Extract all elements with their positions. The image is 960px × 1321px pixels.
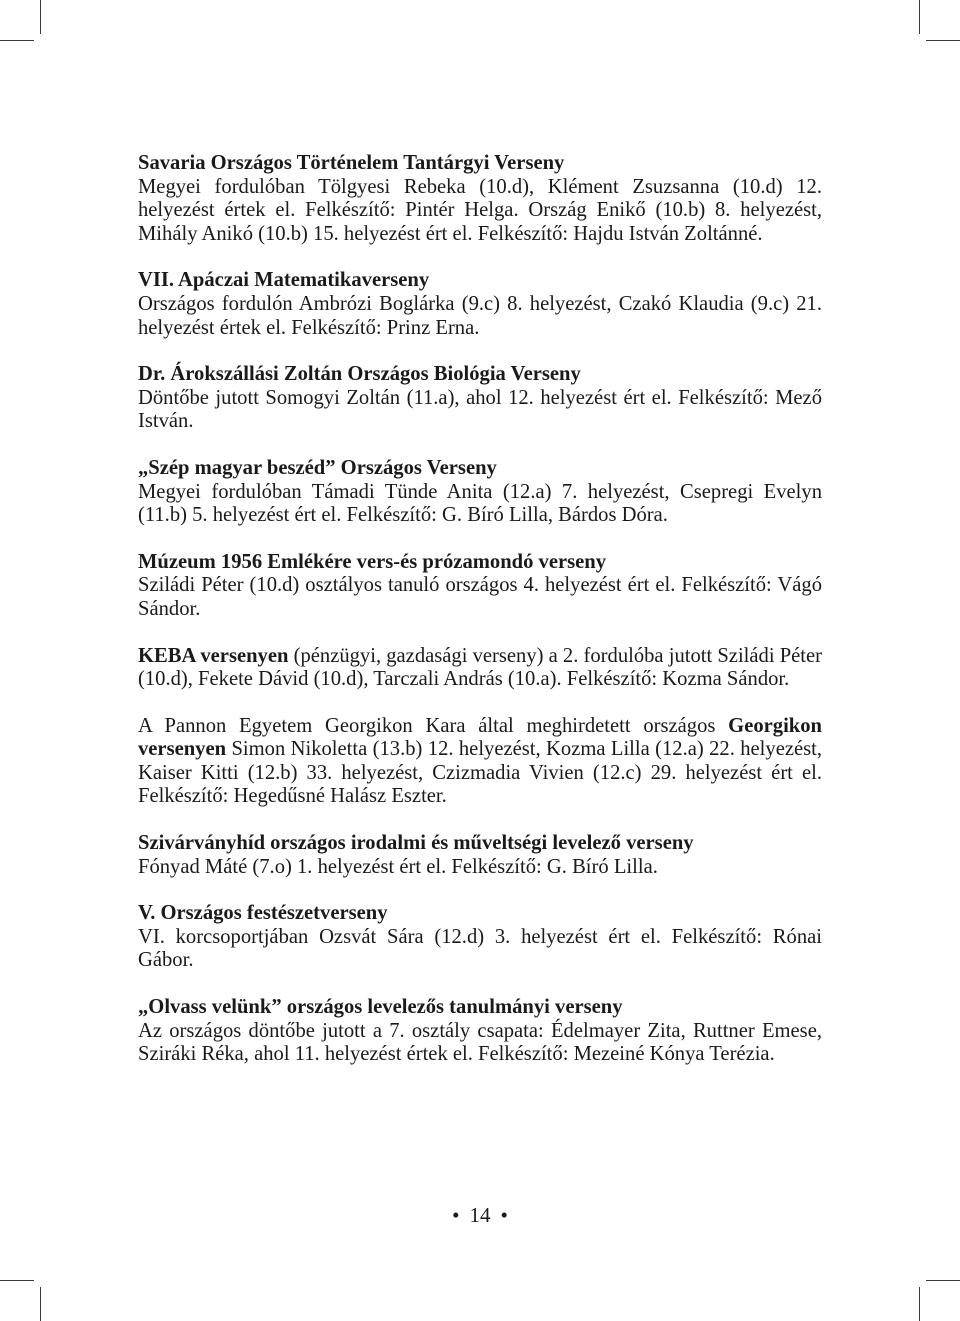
page-footer: [0, 1203, 960, 1227]
section-body: Megyei fordulóban Tölgyesi Rebeka (10.d), Klément Zsuzsanna (10.d) 12. helyezést értek el. Felkészítő: Pintér Helga. Ország Enikő (10.b) 8. helyezést, Mihály Anikó (10.b) 15. helyezést ért el. Felkészítő: Hajdu István Zoltánné.: [138, 175, 822, 245]
crop-mark-top-left: [40, 0, 41, 34]
section-heading: „Olvass velünk” országos levelezős tanulmányi verseny: [138, 996, 623, 1019]
crop-mark-bottom-right: [919, 1287, 920, 1321]
crop-mark-bottom-left-horizontal: [0, 1280, 34, 1281]
section-body: VI. korcsoportjában Ozsvát Sára (12.d) 3. helyezést ért el. Felkészítő: Rónai Gábor.: [138, 925, 822, 972]
section-body: Az országos döntőbe jutott a 7. osztály csapata: Édelmayer Zita, Ruttner Emese, Sziráki Réka, ahol 11. helyezést értek el. Felkészítő: Mezeiné Kónya Terézia.: [138, 1019, 822, 1066]
section-heading: Múzeum 1956 Emlékére vers-és prózamondó verseny: [138, 550, 607, 573]
georgikon-text-before: A Pannon Egyetem Georgikon Kara által meghirdetett országos: [138, 714, 729, 737]
section-heading: VII. Apáczai Matematikaverseny: [138, 269, 430, 292]
section-szivarvanyhid: [138, 832, 822, 879]
section-heading: Dr. Árokszállási Zoltán Országos Biológia Verseny: [138, 363, 581, 386]
section-olvass-velunk: [138, 996, 822, 1067]
section-apaczai: [138, 269, 822, 340]
section-biologia: [138, 363, 822, 434]
page-number: 14: [469, 1203, 491, 1227]
section-heading: Szivárványhíd országos irodalmi és műveltségi levelező verseny: [138, 832, 694, 855]
bullet-left: •: [452, 1203, 460, 1227]
section-szep-magyar-beszed: [138, 457, 822, 528]
crop-mark-bottom-right-horizontal: [926, 1280, 960, 1281]
section-savaria: [138, 152, 822, 246]
section-festeszet: [138, 902, 822, 973]
section-heading: V. Országos festészetverseny: [138, 902, 388, 925]
section-keba: [138, 645, 822, 692]
keba-text: (pénzügyi, gazdasági verseny) a 2. fordulóba jutott Sziládi Péter (10.d), Fekete Dávid (10.d), Tarczali András (10.a). Felkészítő: Kozma Sándor.: [138, 644, 823, 691]
crop-mark-bottom-left: [40, 1287, 41, 1321]
section-body: Döntőbe jutott Somogyi Zoltán (11.a), ahol 12. helyezést ért el. Felkészítő: Mező István.: [138, 386, 822, 433]
keba-heading: KEBA versenyen: [138, 644, 289, 667]
section-body: Sziládi Péter (10.d) osztályos tanuló országos 4. helyezést ért el. Felkészítő: Vágó Sándor.: [138, 574, 822, 620]
bullet-right: •: [500, 1203, 508, 1227]
crop-mark-top-right-horizontal: [926, 40, 960, 41]
section-body: Országos fordulón Ambrózi Boglárka (9.c) 8. helyezést, Czakó Klaudia (9.c) 21. helyezést értek el. Felkészítő: Prinz Erna.: [138, 292, 822, 339]
georgikon-heading: Georgikon versenyen: [138, 714, 822, 761]
section-heading: Savaria Országos Történelem Tantárgyi Verseny: [138, 152, 565, 174]
crop-mark-top-left-horizontal: [0, 40, 34, 41]
section-heading: „Szép magyar beszéd” Országos Verseny: [138, 456, 497, 479]
section-body: Megyei fordulóban Támadi Tünde Anita (12.a) 7. helyezést, Csepregi Evelyn (11.b) 5. helyezést ért el. Felkészítő: G. Bíró Lilla, Bárdos Dóra.: [138, 480, 822, 527]
section-georgikon: [138, 715, 822, 809]
page-content: [138, 152, 822, 1090]
section-muzeum-1956: [138, 551, 822, 622]
section-body: Fónyad Máté (7.o) 1. helyezést ért el. Felkészítő: G. Bíró Lilla.: [138, 855, 658, 878]
georgikon-text-after: Simon Nikoletta (13.b) 12. helyezést, Kozma Lilla (12.a) 22. helyezést, Kaiser Kitti (12.b) 33. helyezést, Czizmadia Vivien (12.c) 29. helyezést ért el. Felkészítő: Hegedűsné Halász Eszter.: [138, 738, 822, 808]
crop-mark-top-right: [919, 0, 920, 34]
